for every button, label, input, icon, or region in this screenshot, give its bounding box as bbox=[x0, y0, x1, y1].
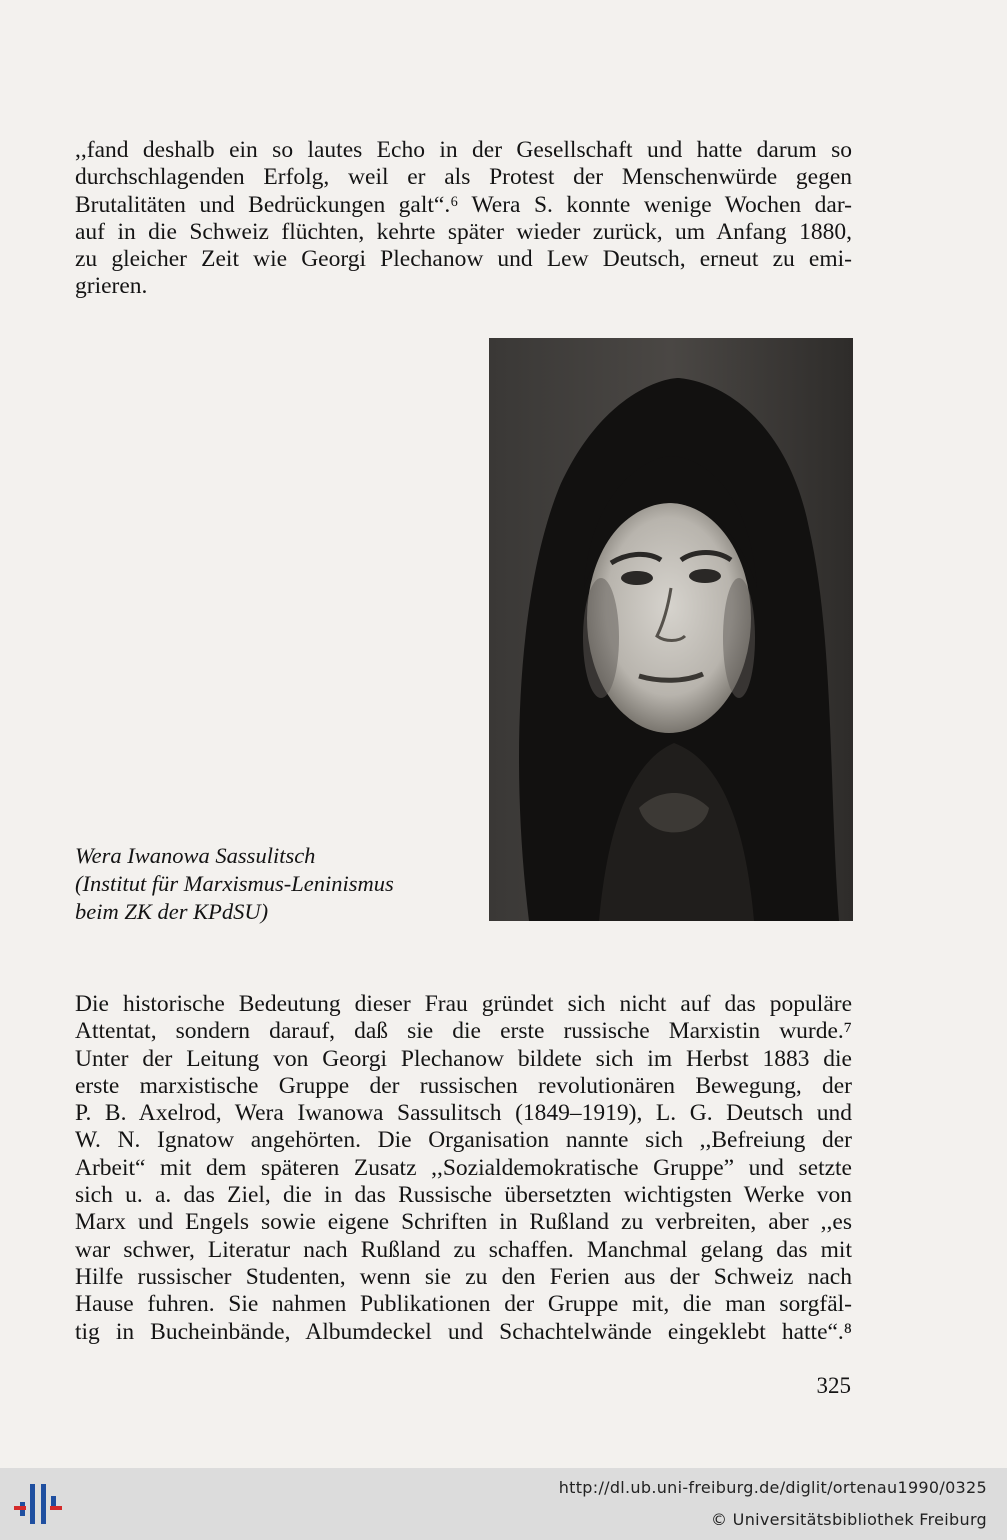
portrait-photo bbox=[489, 338, 853, 921]
photo-caption bbox=[75, 842, 394, 926]
text-line: durchschlagenden Erfolg, weil er als Protest der Menschenwürde gegen bbox=[75, 164, 852, 191]
text-line: Unter der Leitung von Georgi Plechanow bildete sich im Herbst 1883 die bbox=[75, 1045, 852, 1072]
text-line: Die historische Bedeutung dieser Frau gründet sich nicht auf das populäre bbox=[75, 991, 852, 1017]
portrait-photo-icon bbox=[489, 338, 853, 921]
text-line: ,,fand deshalb ein so lautes Echo in der Gesellschaft und hatte darum so bbox=[75, 137, 852, 163]
text-line: W. N. Ignatow angehörten. Die Organisation nannte sich ,,Befreiung der bbox=[75, 1127, 852, 1154]
paragraph-top bbox=[75, 137, 852, 301]
footer-copyright: © Universitätsbibliothek Freiburg bbox=[711, 1510, 987, 1529]
caption-line: (Institut für Marxismus-Leninismus bbox=[75, 871, 394, 896]
footer-bar bbox=[0, 1468, 1007, 1540]
paragraph-bottom bbox=[75, 991, 852, 1346]
text-line: auf in die Schweiz flüchten, kehrte später wieder zurück, um Anfang 1880, bbox=[75, 218, 852, 245]
text-line: Hilfe russischer Studenten, wenn sie zu den Ferien aus der Schweiz nach bbox=[75, 1263, 852, 1290]
text-line: Brutalitäten und Bedrückungen galt“.⁶ Wera S. konnte wenige Wochen dar- bbox=[75, 191, 852, 218]
text-line: Arbeit“ mit dem späteren Zusatz ,,Sozialdemokratische Gruppe” und setzte bbox=[75, 1154, 852, 1181]
text-line: Marx und Engels sowie eigene Schriften in Rußland zu verbreiten, aber ,,es bbox=[75, 1209, 852, 1236]
text-line: P. B. Axelrod, Wera Iwanowa Sassulitsch (1849–1919), L. G. Deutsch und bbox=[75, 1100, 852, 1127]
ub-freiburg-logo-icon bbox=[14, 1478, 64, 1530]
text-line: erste marxistische Gruppe der russischen revolutionären Bewegung, der bbox=[75, 1072, 852, 1099]
text-line: grieren. bbox=[75, 273, 148, 300]
caption-line: beim ZK der KPdSU) bbox=[75, 899, 269, 924]
text-line: zu gleicher Zeit wie Georgi Plechanow und Lew Deutsch, erneut zu emi- bbox=[75, 246, 852, 273]
caption-line: Wera Iwanowa Sassulitsch bbox=[75, 843, 316, 868]
text-line: tig in Bucheinbände, Albumdeckel und Schachtelwände eingeklebt hatte“.⁸ bbox=[75, 1318, 852, 1345]
text-line: Hause fuhren. Sie nahmen Publikationen der Gruppe mit, die man sorgfäl- bbox=[75, 1291, 852, 1318]
text-line: sich u. a. das Ziel, die in das Russische übersetzten wichtigsten Werke von bbox=[75, 1182, 852, 1209]
page-number: 325 bbox=[816, 1373, 851, 1398]
text-line: Attentat, sondern darauf, daß sie die erste russische Marxistin wurde.⁷ bbox=[75, 1018, 852, 1045]
text-line: war schwer, Literatur nach Rußland zu schaffen. Manchmal gelang das mit bbox=[75, 1236, 852, 1263]
footer-url-link[interactable]: http://dl.ub.uni-freiburg.de/diglit/ortenau1990/0325 bbox=[558, 1478, 987, 1497]
